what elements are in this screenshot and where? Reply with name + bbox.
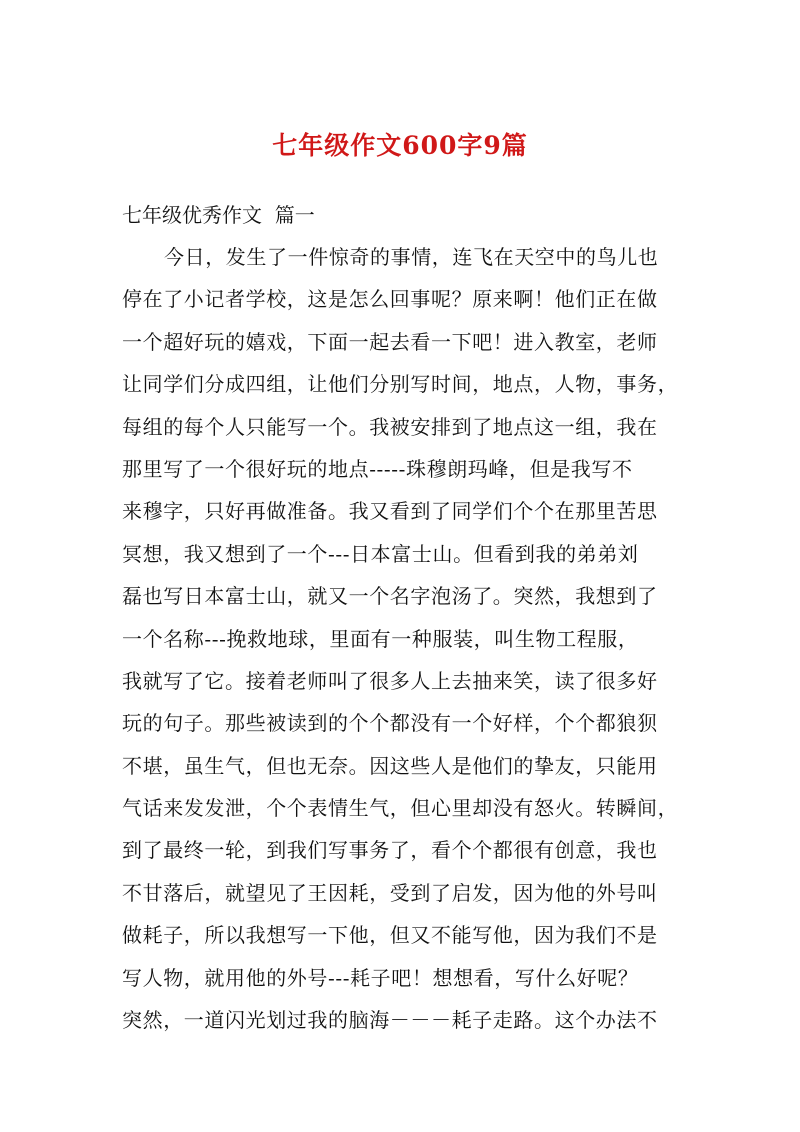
essay-line: 一个名称---挽救地球，里面有一种服装，叫生物工程服， — [122, 626, 639, 651]
section-heading: 七年级优秀作文 篇一 — [122, 203, 315, 227]
essay-line: 那里写了一个很好玩的地点-----珠穆朗玛峰，但是我写不 — [122, 456, 633, 481]
essay-line: 写人物，就用他的外号---耗子吧！想想看，写什么好呢？ — [122, 965, 639, 990]
essay-line: 让同学们分成四组，让他们分别写时间，地点，人物，事务， — [122, 372, 679, 397]
essay-line: 每组的每个人只能写一个。我被安排到了地点这一组，我在 — [122, 414, 658, 439]
essay-line: 冥想，我又想到了一个---日本富士山。但看到我的弟弟刘 — [122, 541, 639, 566]
essay-line: 不堪，虽生气，但也无奈。因这些人是他们的挚友，只能用 — [122, 753, 658, 778]
essay-body — [122, 241, 688, 1046]
essay-line: 到了最终一轮，到我们写事务了，看个个都很有创意，我也 — [122, 838, 658, 863]
essay-line: 停在了小记者学校，这是怎么回事呢？原来啊！他们正在做 — [122, 287, 658, 312]
essay-line: 玩的句子。那些被读到的个个都没有一个好样，个个都狼狈 — [122, 711, 658, 736]
essay-line: 磊也写日本富士山，就又一个名字泡汤了。突然，我想到了 — [122, 584, 658, 609]
essay-line: 我就写了它。接着老师叫了很多人上去抽来笑，读了很多好 — [122, 668, 658, 693]
essay-line: 一个超好玩的嬉戏，下面一起去看一下吧！进入教室，老师 — [122, 329, 658, 354]
essay-line: 突然，一道闪光划过我的脑海－－－耗子走路。这个办法不 — [122, 1008, 658, 1033]
essay-line: 做耗子，所以我想写一下他，但又不能写他，因为我们不是 — [122, 923, 658, 948]
essay-line: 今日，发生了一件惊奇的事情，连飞在天空中的鸟儿也 — [164, 245, 659, 269]
essay-line: 不甘落后，就望见了王因耗，受到了启发，因为他的外号叫 — [122, 880, 658, 905]
essay-line: 气话来发发泄，个个表情生气，但心里却没有怒火。转瞬间， — [122, 796, 679, 821]
essay-line: 来穆字，只好再做准备。我又看到了同学们个个在那里苦思 — [122, 499, 658, 524]
document-title: 七年级作文600字9篇 — [272, 131, 528, 160]
